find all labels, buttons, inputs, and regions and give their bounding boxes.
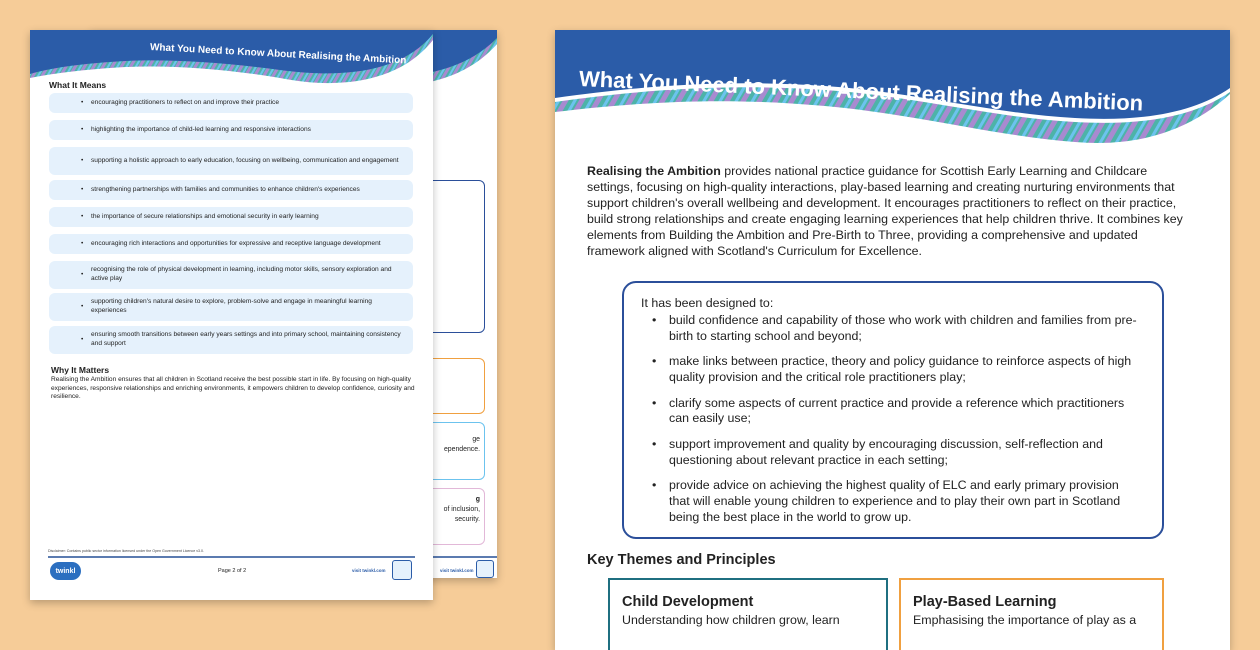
theme-box-child-development bbox=[608, 578, 888, 650]
item-text: recognising the role of physical development in learning, including motor skills, sensory exploration and active play bbox=[91, 266, 392, 282]
list-item: • recognising the role of physical development in learning, including motor skills, sensory exploration and active play bbox=[49, 261, 413, 289]
what-it-means-heading: What It Means bbox=[49, 80, 107, 90]
list-item: • supporting a holistic approach to early education, focusing on wellbeing, communication and engagement bbox=[49, 147, 413, 175]
intro-paragraph bbox=[587, 164, 1187, 259]
site-link[interactable]: visit twinkl.com bbox=[440, 568, 474, 573]
theme-text: security. bbox=[454, 516, 480, 523]
footer-divider bbox=[48, 556, 415, 558]
page-header-banner bbox=[555, 30, 1230, 148]
page-number: Page 2 of 2 bbox=[218, 568, 247, 574]
designed-to-box bbox=[622, 281, 1164, 539]
theme-text: Emphasising the importance of play as a bbox=[913, 613, 1137, 627]
page-2-preview bbox=[30, 30, 433, 600]
list-item: • encouraging rich interactions and opportunities for expressive and receptive language development bbox=[49, 234, 413, 254]
list-item: • highlighting the importance of child-led learning and responsive interactions bbox=[49, 120, 413, 140]
theme-title: Child Development bbox=[622, 594, 754, 610]
theme-title: g bbox=[475, 496, 480, 503]
intro-text: provides national practice guidance for Scottish Early Learning and Childcare settings, focusing on high-quality interactions, play-based learning and creating nurturing environments that support children's overall wellbeing and development. It encourages practitioners to reflect on their practice, build strong relationships and create engaging learning experiences that help children thrive. It combines key elements from Building the Ambition and Pre-Birth to Three, providing a comprehensive and updated framework aligned with Scotland's Curriculum for Excellence. bbox=[587, 164, 1183, 258]
item-text: the importance of secure relationships and emotional security in early learning bbox=[91, 212, 319, 220]
theme-text: ependence. bbox=[443, 446, 480, 453]
intro-bold: Realising the Ambition bbox=[587, 164, 721, 178]
designed-item: • clarify some aspects of current practice and provide a reference which practitioners can easily use; bbox=[641, 396, 1142, 428]
quality-badge-icon bbox=[476, 560, 494, 578]
designed-item: • make links between practice, theory and policy guidance to reinforce aspects of high quality provision and the critical role practitioners play; bbox=[641, 354, 1142, 386]
list-item: • supporting children's natural desire to explore, problem-solve and engage in meaningful learning experiences bbox=[49, 293, 413, 321]
theme-text: Understanding how children grow, learn bbox=[622, 613, 840, 627]
designed-item: • provide advice on achieving the highest quality of ELC and early primary provision that will enable young children to experience and to play their own part in Scotland being the best place in the world to grow up. bbox=[641, 478, 1142, 526]
item-text: strengthening partnerships with families and communities to enhance children's experiences bbox=[91, 185, 360, 193]
item-text: encouraging practitioners to reflect on and improve their practice bbox=[91, 98, 280, 106]
page-title: What You Need to Know About Realising the Ambition bbox=[578, 66, 1144, 116]
list-item: • ensuring smooth transitions between early years settings and into primary school, maintaining consistency and support bbox=[49, 326, 413, 354]
designed-item: • build confidence and capability of those who work with children and families from pre-birth to starting school and beyond; bbox=[641, 313, 1142, 345]
quality-badge-icon bbox=[392, 560, 412, 580]
why-it-matters-heading: Why It Matters bbox=[51, 365, 110, 375]
theme-title: Play-Based Learning bbox=[913, 594, 1057, 610]
theme-text: of inclusion, bbox=[443, 506, 480, 513]
why-it-matters-text: Realising the Ambition ensures that all children in Scotland receive the best possible start in life. By focusing on high-quality experiences, responsive relationships and enriching environments, it empowers children to develop confidence, curiosity and resilience. bbox=[51, 376, 415, 401]
item-text: ensuring smooth transitions between early years settings and into primary school, maintaining consistency and support bbox=[91, 331, 401, 347]
page-1-preview bbox=[555, 30, 1230, 650]
site-link[interactable]: visit twinkl.com bbox=[352, 568, 386, 573]
disclaimer: Disclaimer: Contains public sector information licensed under the Open Government Licence v3.0. bbox=[48, 549, 205, 553]
list-item: • encouraging practitioners to reflect on and improve their practice bbox=[49, 93, 413, 113]
list-item: • strengthening partnerships with families and communities to enhance children's experiences bbox=[49, 180, 413, 200]
theme-box-play-based-learning bbox=[899, 578, 1164, 650]
logo-text: twinkl bbox=[55, 567, 76, 575]
list-item: • the importance of secure relationships and emotional security in early learning bbox=[49, 207, 413, 227]
item-text: highlighting the importance of child-led learning and responsive interactions bbox=[91, 125, 311, 133]
item-text: supporting a holistic approach to early education, focusing on wellbeing, communication and engagement bbox=[91, 156, 399, 164]
designed-heading: It has been designed to: bbox=[641, 296, 774, 310]
theme-text: ge bbox=[472, 436, 480, 443]
page-title: What You Need to Know About Realising the Ambition bbox=[149, 42, 407, 67]
designed-item: • support improvement and quality by encouraging discussion, self-reflection and questioning about relevant practice in each setting; bbox=[641, 437, 1142, 469]
key-themes-heading: Key Themes and Principles bbox=[587, 552, 776, 568]
item-text: encouraging rich interactions and opportunities for expressive and receptive language development bbox=[91, 239, 381, 247]
item-text: supporting children's natural desire to explore, problem-solve and engage in meaningful learning experiences bbox=[91, 298, 372, 314]
twinkl-logo bbox=[50, 562, 81, 580]
